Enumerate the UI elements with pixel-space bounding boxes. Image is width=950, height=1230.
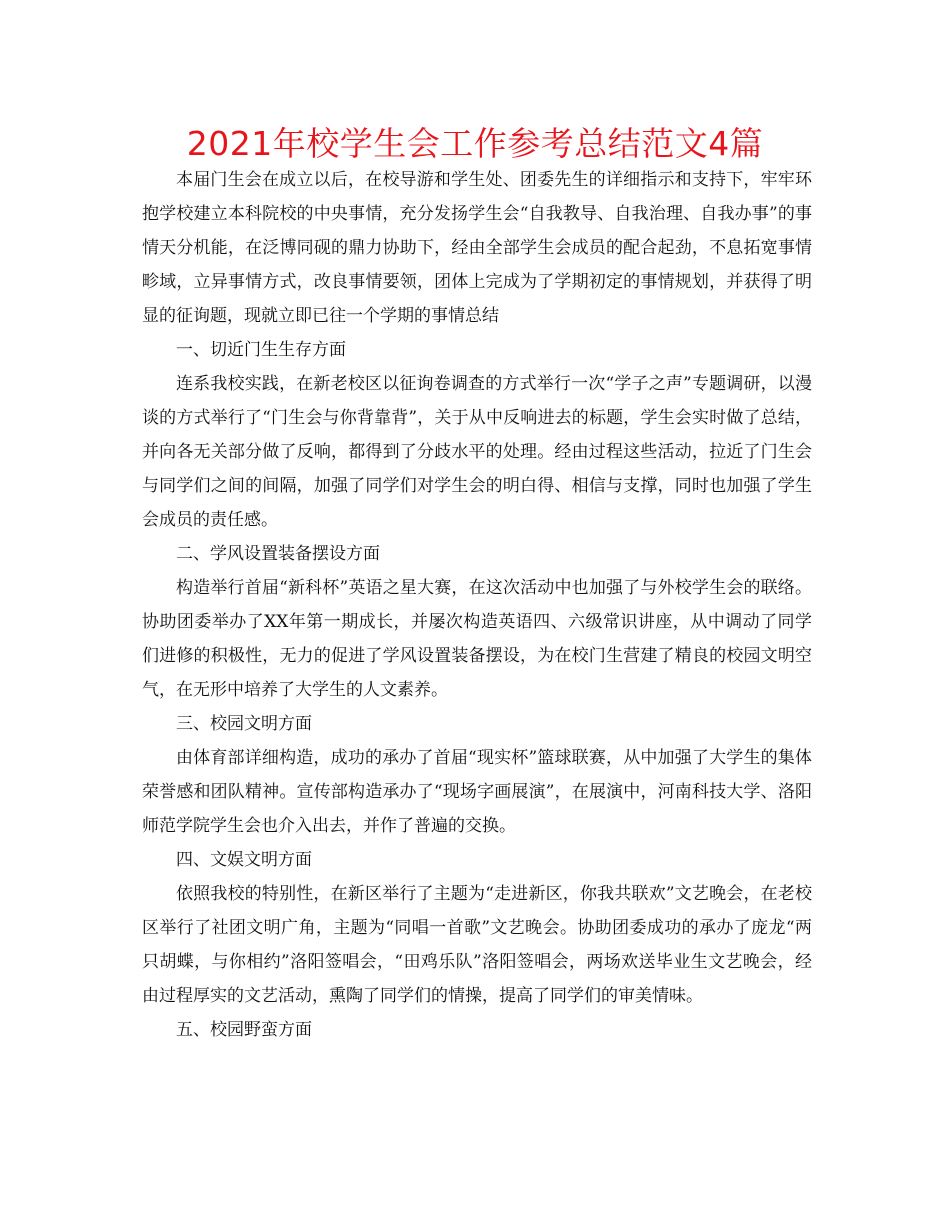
paragraph-section-4: 依照我校的特别性，在新区举行了主题为“走进新区，你我共联欢”文艺晚会，在老校区举行了社团文明广角，主题为“同唱一首歌”文艺晚会。协助团委成功的承办了庞龙“两只胡蝶，与你相约”洛阳签唱会，“田鸡乐队”洛阳签唱会，两场欢送毕业生文艺晚会，经由过程厚实的文艺活动，熏陶了同学们的情操，提高了同学们的审美情味。: [142, 884, 812, 1006]
section-heading-2: 二、学风设置装备摆设方面: [176, 544, 380, 564]
section-heading-5: 五、校园野蛮方面: [176, 1020, 312, 1040]
paragraph-section-3: 由体育部详细构造，成功的承办了首届“现实杯”篮球联赛，从中加强了大学生的集体荣誉感和团队精神。宣传部构造承办了“现场字画展演”，在展演中，河南科技大学、洛阳师范学院学生会也介入出去，并作了普遍的交换。: [142, 748, 812, 836]
paragraph-section-2: 构造举行首届“新科杯”英语之星大赛，在这次活动中也加强了与外校学生会的联络。协助团委举办了XX年第一期成长，并屡次构造英语四、六级常识讲座，从中调动了同学们进修的积极性，无力的促进了学风设置装备摆设，为在校门生营建了精良的校园文明空气，在无形中培养了大学生的人文素养。: [142, 578, 812, 700]
paragraph-section-1: 连系我校实践，在新老校区以征询卷调查的方式举行一次“学子之声”专题调研，以漫谈的方式举行了“门生会与你背靠背”，关于从中反响进去的标题，学生会实时做了总结，并向各无关部分做了反响，都得到了分歧水平的处理。经由过程这些活动，拉近了门生会与同学们之间的间隔，加强了同学们对学生会的明白得、相信与支撑，同时也加强了学生会成员的责任感。: [142, 374, 812, 530]
section-heading-4: 四、文娱文明方面: [176, 850, 312, 870]
paragraph-intro: 本届门生会在成立以后，在校导游和学生处、团委先生的详细指示和支持下，牢牢环抱学校建立本科院校的中央事情，充分发扬学生会“自我教导、自我治理、自我办事”的事情天分机能，在泛博同砚的鼎力协助下，经由全部学生会成员的配合起劲，不息拓宽事情畛域，立异事情方式，改良事情要领，团体上完成为了学期初定的事情规划，并获得了明显的征询题，现就立即已往一个学期的事情总结: [142, 170, 812, 326]
document-body: [142, 163, 812, 1047]
section-heading-1: 一、切近门生生存方面: [176, 340, 346, 360]
section-heading-3: 三、校园文明方面: [176, 714, 312, 734]
document-title: 2021年校学生会工作参考总结范文4篇: [186, 124, 764, 163]
